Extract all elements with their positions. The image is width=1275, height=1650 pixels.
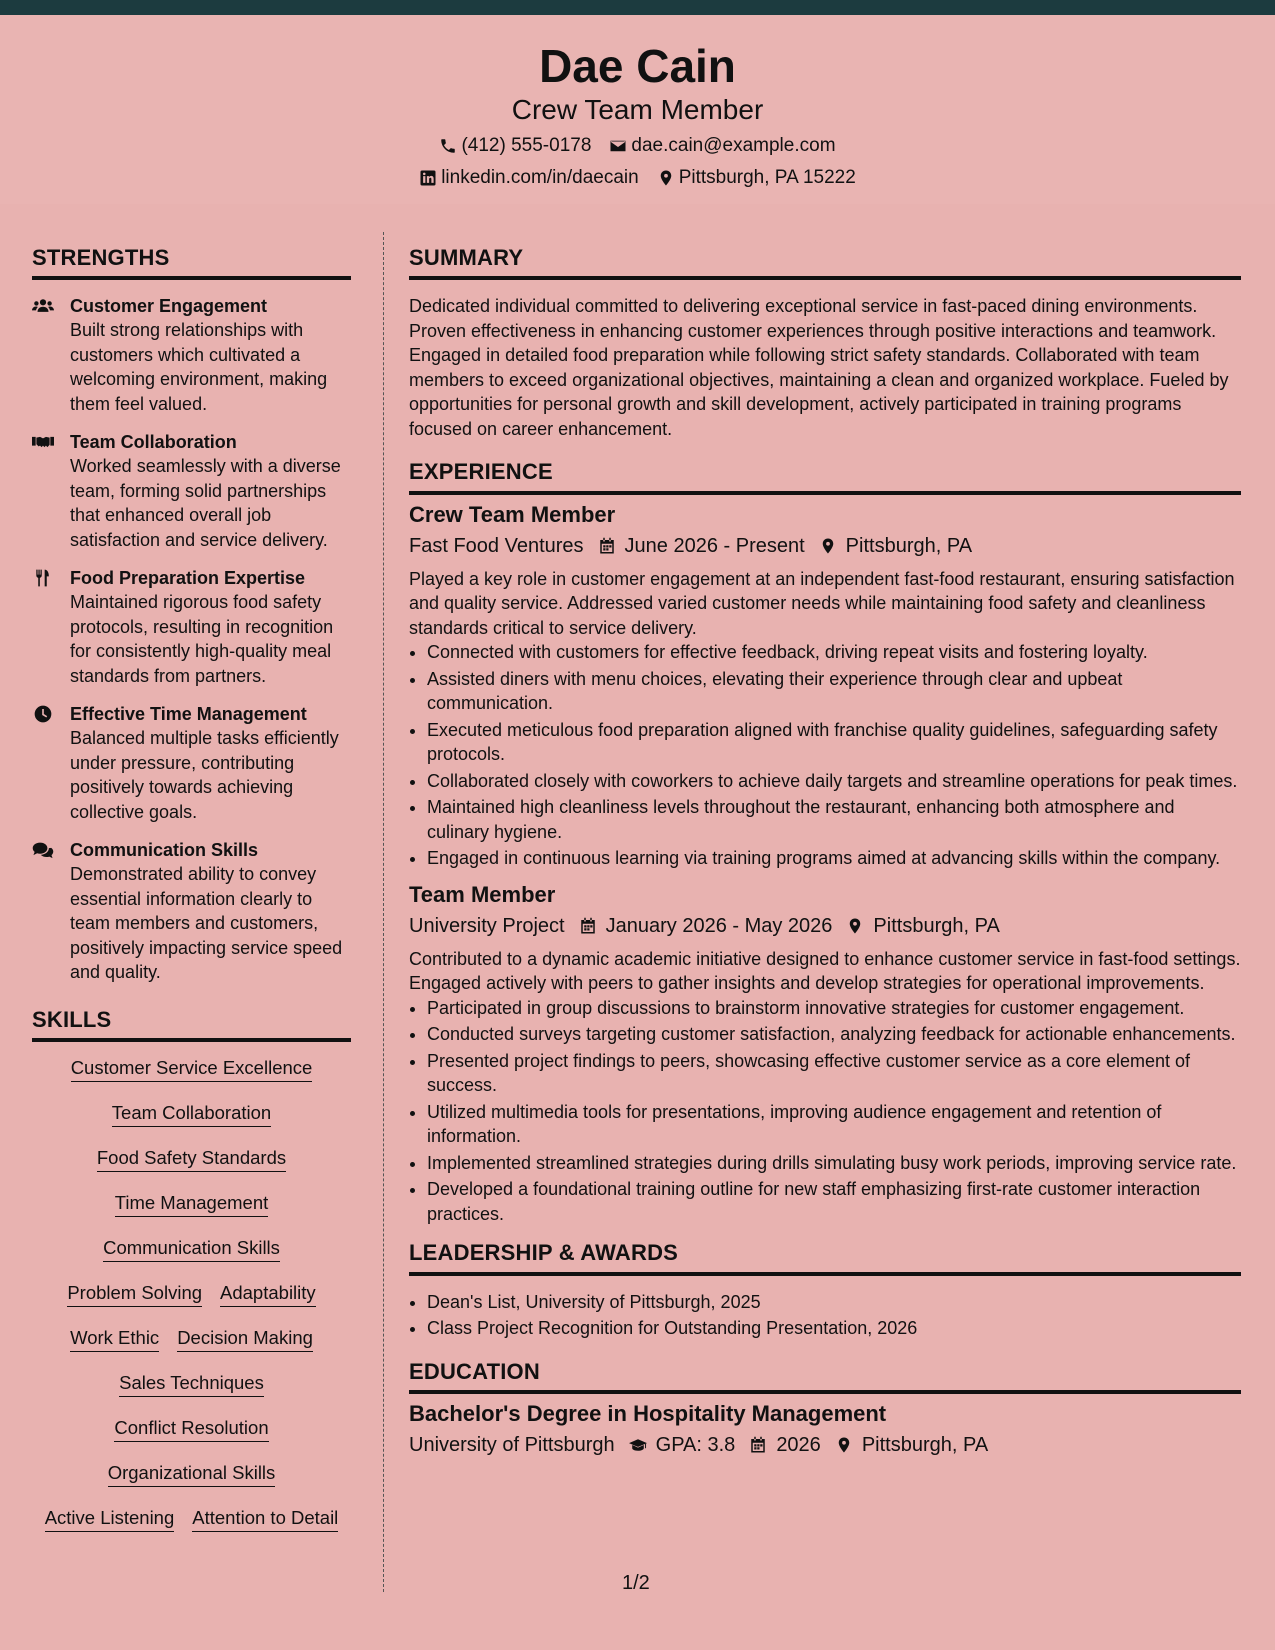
- utensils-icon: [32, 568, 54, 588]
- strength-desc: Worked seamlessly with a diverse team, forming solid partnerships that enhanced overall job satisfaction and service delivery.: [70, 456, 341, 550]
- strength-desc: Maintained rigorous food safety protocols, resulting in recognition for consistently high-quality meal standards from partners.: [70, 592, 334, 686]
- bullet-item: • Developed a foundational training outline for new staff emphasizing first-rate customer interaction practices.: [427, 1177, 1241, 1226]
- right-column: [409, 245, 1241, 1466]
- skills-list: [32, 1056, 351, 1532]
- envelope-icon: [609, 137, 627, 155]
- job-dates: June 2026 - Present: [624, 534, 805, 557]
- bullet-item: • Engaged in continuous learning via training programs aimed at advancing skills within the company.: [427, 846, 1241, 871]
- strength-title: Effective Time Management: [70, 704, 307, 725]
- calendar-icon: [598, 537, 616, 555]
- candidate-title: Crew Team Member: [511, 94, 764, 125]
- school-location: Pittsburgh, PA: [861, 1434, 989, 1457]
- skills-heading: SKILLS: [32, 1007, 351, 1042]
- skill-tag: Work Ethic: [70, 1326, 159, 1352]
- strength-item: [32, 294, 351, 416]
- skill-tag: Active Listening: [45, 1506, 175, 1532]
- bullet-item: • Conducted surveys targeting customer satisfaction, analyzing feedback for actionable enhancements.: [427, 1022, 1241, 1047]
- bullet-item: • Participated in group discussions to brainstorm innovative strategies for customer engagement.: [427, 996, 1241, 1021]
- job-entry: [409, 501, 1241, 871]
- email-text: dae.cain@example.com: [631, 135, 836, 156]
- skill-tag: Decision Making: [177, 1326, 313, 1352]
- strength-title: Customer Engagement: [70, 296, 268, 317]
- award-item: • Class Project Recognition for Outstanding Presentation, 2026: [427, 1316, 1241, 1341]
- experience-heading: EXPERIENCE: [409, 459, 1241, 494]
- school-name: University of Pittsburgh: [409, 1434, 615, 1457]
- bullet-item: • Utilized multimedia tools for presentations, improving audience engagement and retention of information.: [427, 1100, 1241, 1149]
- skill-tag: Adaptability: [220, 1281, 316, 1307]
- strength-title: Food Preparation Expertise: [70, 568, 306, 589]
- candidate-name: Dae Cain: [539, 40, 736, 92]
- strength-item: [32, 838, 351, 985]
- job-meta: [409, 911, 1241, 941]
- job-bullets: [409, 996, 1241, 1227]
- gpa: GPA: 3.8: [655, 1434, 736, 1457]
- job-meta: [409, 531, 1241, 561]
- summary-heading: SUMMARY: [409, 245, 1241, 280]
- award-item: • Dean's List, University of Pittsburgh, 2025: [427, 1290, 1241, 1315]
- job-location: Pittsburgh, PA: [845, 534, 973, 557]
- summary-text: Dedicated individual committed to delivering exceptional service in fast-paced dining environments. Proven effectiveness in enhancing customer experiences through positive interactions and teamwork. Engaged in detailed food preparation while following strict safety standards. Collaborated with team members to exceed organizational objectives, maintaining a clean and organized workplace. Fueled by opportunities for personal growth and skill development, actively participated in training programs focused on career enhancement.: [409, 296, 1229, 439]
- linkedin-contact[interactable]: [419, 167, 639, 190]
- skill-tag: Conflict Resolution: [114, 1416, 268, 1442]
- contact-row-1: [0, 135, 1275, 158]
- job-title: Crew Team Member: [409, 501, 616, 527]
- phone-icon: [439, 137, 457, 155]
- degree-title: Bachelor's Degree in Hospitality Management: [409, 1401, 887, 1427]
- job-location: Pittsburgh, PA: [873, 914, 1000, 937]
- skill-tag: Food Safety Standards: [97, 1146, 286, 1172]
- skill-tag: Time Management: [115, 1191, 269, 1217]
- strength-item: [32, 702, 351, 824]
- skill-tag: Problem Solving: [67, 1281, 202, 1307]
- bullet-item: • Assisted diners with menu choices, elevating their experience through clear and upbeat communication.: [427, 667, 1241, 716]
- skill-tag: Customer Service Excellence: [71, 1056, 313, 1082]
- education-heading: EDUCATION: [409, 1359, 1241, 1394]
- location-text: Pittsburgh, PA 15222: [678, 167, 856, 188]
- bullet-item: • Maintained high cleanliness levels throughout the restaurant, enhancing both atmosphere and culinary hygiene.: [427, 795, 1241, 844]
- clock-icon: [32, 704, 54, 724]
- map-pin-icon: [657, 169, 675, 187]
- skill-tag: Team Collaboration: [112, 1101, 271, 1127]
- comments-icon: [32, 840, 54, 860]
- column-divider: [383, 232, 384, 1592]
- job-bullets: [409, 640, 1241, 871]
- awards-list: [409, 1290, 1241, 1341]
- leadership-heading: LEADERSHIP & AWARDS: [409, 1240, 1241, 1275]
- job-entry: [409, 881, 1241, 1227]
- strength-title: Communication Skills: [70, 840, 259, 861]
- calendar-icon: [749, 1436, 767, 1454]
- job-description: Contributed to a dynamic academic initiative designed to enhance customer service in fast-food settings. Engaged actively with peers to gather insights and develop strategies for operational improvements.: [409, 948, 1241, 994]
- handshake-icon: [32, 432, 54, 452]
- graduation-cap-icon: [629, 1436, 647, 1454]
- phone-contact[interactable]: [439, 135, 591, 158]
- linkedin-icon: [419, 169, 437, 187]
- graduation-year: 2026: [776, 1434, 821, 1457]
- left-column: [32, 245, 351, 1551]
- calendar-icon: [579, 917, 597, 935]
- bullet-item: • Executed meticulous food preparation aligned with franchise quality guidelines, safeguarding safety protocols.: [427, 718, 1241, 767]
- strength-desc: Demonstrated ability to convey essential information clearly to team members and customers, positively impacting service speed and quality.: [70, 864, 343, 983]
- skill-tag: Sales Techniques: [119, 1371, 264, 1397]
- users-icon: [32, 296, 54, 316]
- phone-text: (412) 555-0178: [461, 135, 592, 156]
- top-accent-bar: [0, 0, 1275, 15]
- location-contact: [657, 167, 856, 190]
- education-meta: [409, 1430, 1241, 1460]
- strength-item: [32, 566, 351, 688]
- job-dates: January 2026 - May 2026: [605, 914, 833, 937]
- strength-desc: Built strong relationships with customers which cultivated a welcoming environment, making them feel valued.: [70, 320, 328, 414]
- bullet-item: • Connected with customers for effective feedback, driving repeat visits and fostering loyalty.: [427, 640, 1241, 665]
- strength-item: [32, 430, 351, 552]
- job-description: Played a key role in customer engagement at an independent fast-food restaurant, ensuring satisfaction and quality service. Addressed varied customer needs while maintaining food safety and cleanliness standards critical to service delivery.: [409, 568, 1235, 638]
- job-company: Fast Food Ventures: [409, 534, 584, 557]
- skill-tag: Organizational Skills: [108, 1461, 276, 1487]
- bullet-item: • Implemented streamlined strategies during drills simulating busy work periods, improving service rate.: [427, 1151, 1241, 1176]
- map-pin-icon: [819, 537, 837, 555]
- linkedin-text: linkedin.com/in/daecain: [441, 167, 639, 188]
- resume-header: [0, 15, 1275, 204]
- page-number: 1/2: [622, 1572, 650, 1594]
- contact-row-2: [0, 167, 1275, 190]
- email-contact[interactable]: [609, 135, 835, 158]
- job-title: Team Member: [409, 881, 556, 907]
- skill-tag: Attention to Detail: [192, 1506, 338, 1532]
- strengths-heading: STRENGTHS: [32, 245, 351, 280]
- map-pin-icon: [835, 1436, 853, 1454]
- map-pin-icon: [846, 917, 864, 935]
- bullet-item: • Collaborated closely with coworkers to achieve daily targets and streamline operations for peak times.: [427, 769, 1241, 794]
- job-company: University Project: [409, 914, 565, 937]
- bullet-item: • Presented project findings to peers, showcasing effective customer service as a core element of success.: [427, 1049, 1241, 1098]
- skill-tag: Communication Skills: [103, 1236, 280, 1262]
- strength-title: Team Collaboration: [70, 432, 237, 453]
- strength-desc: Balanced multiple tasks efficiently under pressure, contributing positively towards achieving collective goals.: [70, 728, 339, 822]
